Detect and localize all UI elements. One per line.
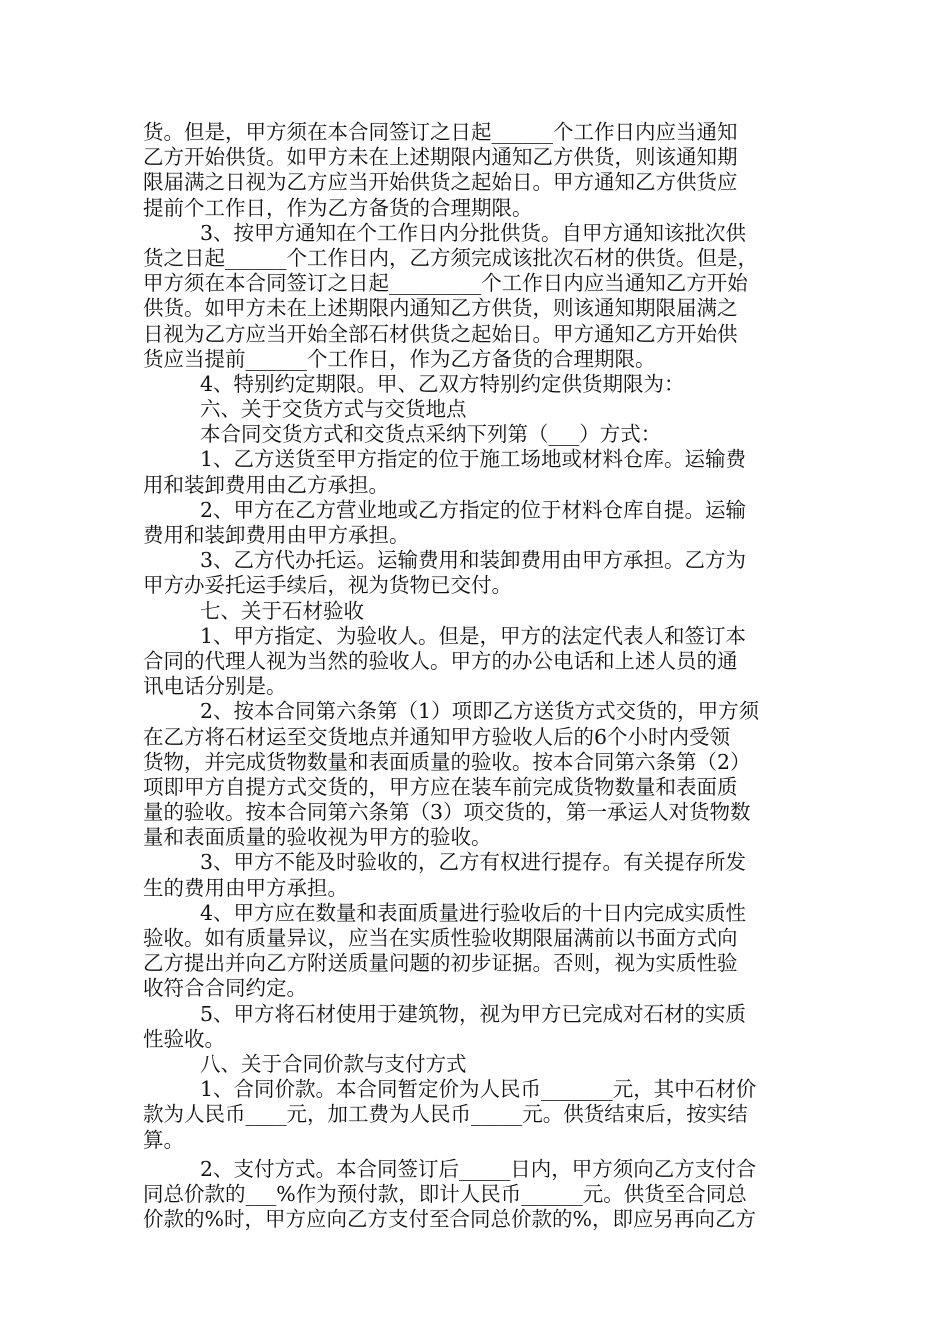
document-page xyxy=(143,120,809,1232)
document-line: 提前个工作日，作为乙方备货的合理期限。 xyxy=(143,195,533,220)
document-line: 同总价款的___%作为预付款，即计人民币______元。供货至合同总 xyxy=(143,1181,747,1206)
document-line: 2、按本合同第六条第（1）项即乙方送货方式交货的，甲方须 xyxy=(200,699,760,724)
document-line: 1、合同价款。本合同暂定价为人民币_______元，其中石材价 xyxy=(200,1077,757,1102)
document-line: 甲方须在本合同签订之日起_________个工作日内应当通知乙方开始 xyxy=(143,271,748,296)
document-line: 款为人民币____元，加工费为人民币_____元。供货结束后，按实结 xyxy=(143,1102,748,1127)
document-line: 七、关于石材验收 xyxy=(200,598,364,623)
document-line: 1、乙方送货至甲方指定的位于施工场地或材料仓库。运输费 xyxy=(200,447,747,472)
document-line: 合同的代理人视为当然的验收人。甲方的办公电话和上述人员的通 xyxy=(143,648,738,673)
document-line: 货应当提前______个工作日，作为乙方备货的合理期限。 xyxy=(143,346,656,371)
document-line: 在乙方将石材运至交货地点并通知甲方验收人后的6个小时内受领 xyxy=(143,724,731,749)
document-line: 3、乙方代办托运。运输费用和装卸费用由甲方承担。乙方为 xyxy=(200,548,747,573)
document-line: 1、甲方指定、为验收人。但是，甲方的法定代表人和签订本 xyxy=(200,623,747,648)
document-line: 甲方办妥托运手续后，视为货物已交付。 xyxy=(143,573,512,598)
document-line: 2、甲方在乙方营业地或乙方指定的位于材料仓库自提。运输 xyxy=(200,497,747,522)
document-line: 六、关于交货方式与交货地点 xyxy=(200,397,467,422)
document-line: 讯电话分别是。 xyxy=(143,674,287,699)
document-line: 项即甲方自提方式交货的，甲方应在装车前完成货物数量和表面质 xyxy=(143,774,738,799)
document-line: 八、关于合同价款与支付方式 xyxy=(200,1051,467,1076)
document-line: 用和装卸费用由乙方承担。 xyxy=(143,472,389,497)
document-line: 本合同交货方式和交货点采纳下列第（___）方式： xyxy=(200,422,662,447)
document-line: 5、甲方将石材使用于建筑物，视为甲方已完成对石材的实质 xyxy=(200,1001,747,1026)
document-line: 价款的%时，甲方应向乙方支付至合同总价款的%，即应另再向乙方 xyxy=(143,1207,756,1232)
document-line: 货之日起______个工作日内，乙方须完成该批次石材的供货。但是， xyxy=(143,245,758,270)
document-line: 验收。如有质量异议，应当在实质性验收期限届满前以书面方式向 xyxy=(143,926,738,950)
document-line: 生的费用由甲方承担。 xyxy=(143,875,348,900)
document-line: 性验收。 xyxy=(143,1026,225,1051)
document-line: 4、特别约定期限。甲、乙双方特别约定供货期限为： xyxy=(200,371,685,396)
document-line: 2、支付方式。本合同签订后_____日内，甲方须向乙方支付合 xyxy=(200,1156,757,1181)
document-line: 收符合合同约定。 xyxy=(143,976,307,1001)
document-line: 费用和装卸费用由甲方承担。 xyxy=(143,523,410,547)
document-line: 日视为乙方应当开始全部石材供货之起始日。甲方通知乙方开始供 xyxy=(143,321,738,346)
document-line: 量和表面质量的验收视为甲方的验收。 xyxy=(143,825,492,850)
document-line: 算。 xyxy=(143,1127,184,1152)
document-line: 限届满之日视为乙方应当开始供货之起始日。甲方通知乙方供货应 xyxy=(143,170,738,195)
document-line: 3、甲方不能及时验收的，乙方有权进行提存。有关提存所发 xyxy=(200,850,747,875)
document-line: 量的验收。按本合同第六条第（3）项交货的，第一承运人对货物数 xyxy=(143,800,751,825)
document-line: 4、甲方应在数量和表面质量进行验收后的十日内完成实质性 xyxy=(200,900,747,925)
document-line: 乙方开始供货。如甲方未在上述期限内通知乙方供货，则该通知期 xyxy=(143,145,738,170)
document-line: 3、按甲方通知在个工作日内分批供货。自甲方通知该批次供 xyxy=(200,220,747,245)
document-line: 供货。如甲方未在上述期限内通知乙方供货，则该通知期限届满之 xyxy=(143,296,738,321)
document-line: 货物，并完成货物数量和表面质量的验收。按本合同第六条第（2） xyxy=(143,749,751,774)
document-line: 乙方提出并向乙方附送质量问题的初步证据。否则，视为实质性验 xyxy=(143,951,738,976)
document-line: 货。但是，甲方须在本合同签订之日起______个工作日内应当通知 xyxy=(143,120,738,144)
